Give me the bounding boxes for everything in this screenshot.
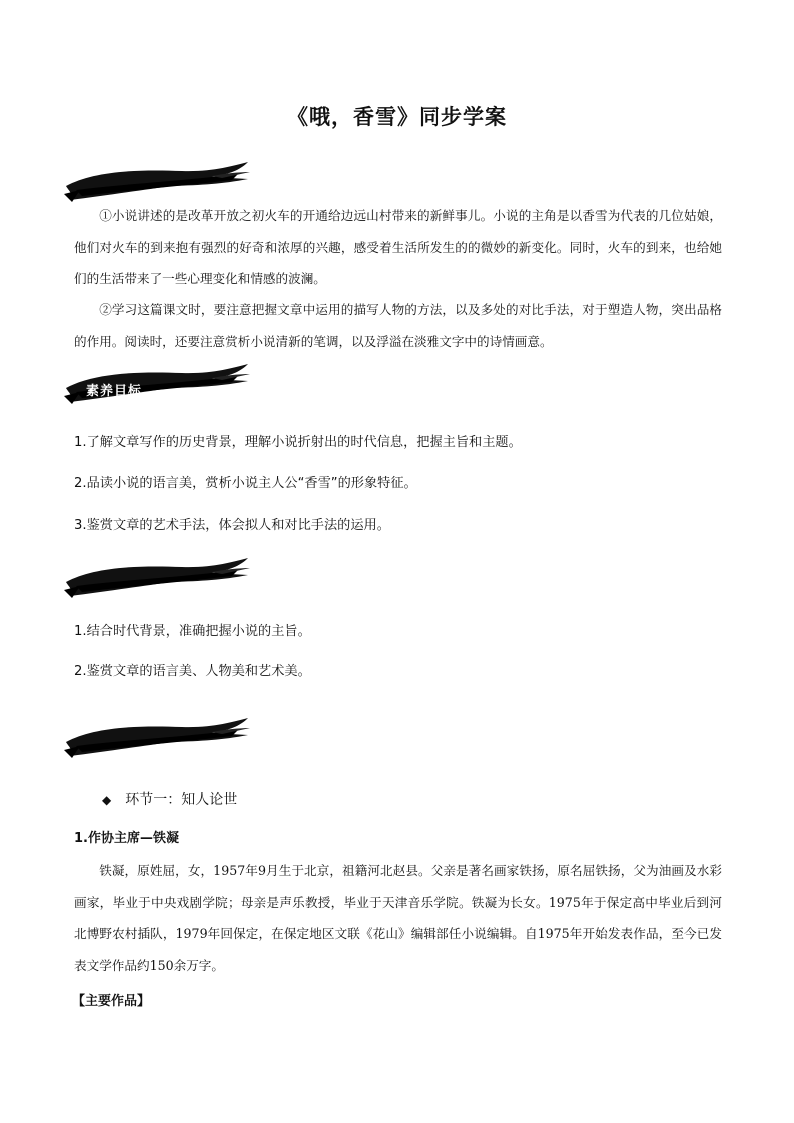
- key-point: 2.鉴赏文章的语言美、人物美和艺术美。: [74, 664, 311, 679]
- section-header-keypoints: [62, 556, 252, 602]
- section-header-process: [62, 716, 252, 762]
- key-point: 1.结合时代背景，准确把握小说的主旨。: [74, 624, 311, 639]
- guide-paragraph: ①小说讲述的是改革开放之初火车的开通给边远山村带来的新鲜事儿。小说的主角是以香雪为代表的几位姑娘，他们对火车的到来抱有强烈的好奇和浓厚的兴趣，感受着生活所发生的的微妙的新变化。同时，火车的到来，也给她们的生活带来了一些心理变化和情感的波澜。: [74, 208, 722, 286]
- step-heading: [102, 789, 237, 809]
- diamond-bullet-icon: ◆: [102, 793, 112, 807]
- guide-paragraph: ②学习这篇课文时，要注意把握文章中运用的描写人物的方法，以及多处的对比手法，对于塑造人物，突出品格的作用。阅读时，还要注意赏析小说清新的笔调，以及浮溢在淡雅文字中的诗情画意。: [74, 302, 722, 349]
- step-heading-text: 环节一：知人论世: [125, 792, 238, 808]
- literacy-goal: 1.了解文章写作的历史背景，理解小说折射出的时代信息，把握主旨和主题。: [74, 435, 522, 450]
- section-header-literacy: [62, 362, 252, 408]
- author-heading: 1.作协主席—铁凝: [74, 831, 179, 846]
- literacy-goal: 2.品读小说的语言美，赏析小说主人公“香雪”的形象特征。: [74, 476, 417, 491]
- literacy-goal: 3.鉴赏文章的艺术手法，体会拟人和对比手法的运用。: [74, 518, 390, 533]
- ink-brush-stroke: [62, 556, 252, 602]
- section-label: 素养目标: [86, 384, 143, 399]
- page-title: 《哦，香雪》同步学案: [287, 105, 507, 129]
- author-bio: 铁凝，原姓屈，女，1957年9月生于北京，祖籍河北赵县。父亲是著名画家铁扬，原名屈铁扬，父为油画及水彩画家，毕业于中央戏剧学院；母亲是声乐教授，毕业于天津音乐学院。铁凝为长女。1975年于保定高中毕业后到河北博野农村插队，1979年回保定，在保定地区文联《花山》编辑部任小说编辑。自1975年开始发表作品，至今已发表文学作品约150余万字。: [74, 863, 722, 973]
- ink-brush-stroke: [62, 716, 252, 762]
- works-heading: 【主要作品】: [72, 994, 151, 1009]
